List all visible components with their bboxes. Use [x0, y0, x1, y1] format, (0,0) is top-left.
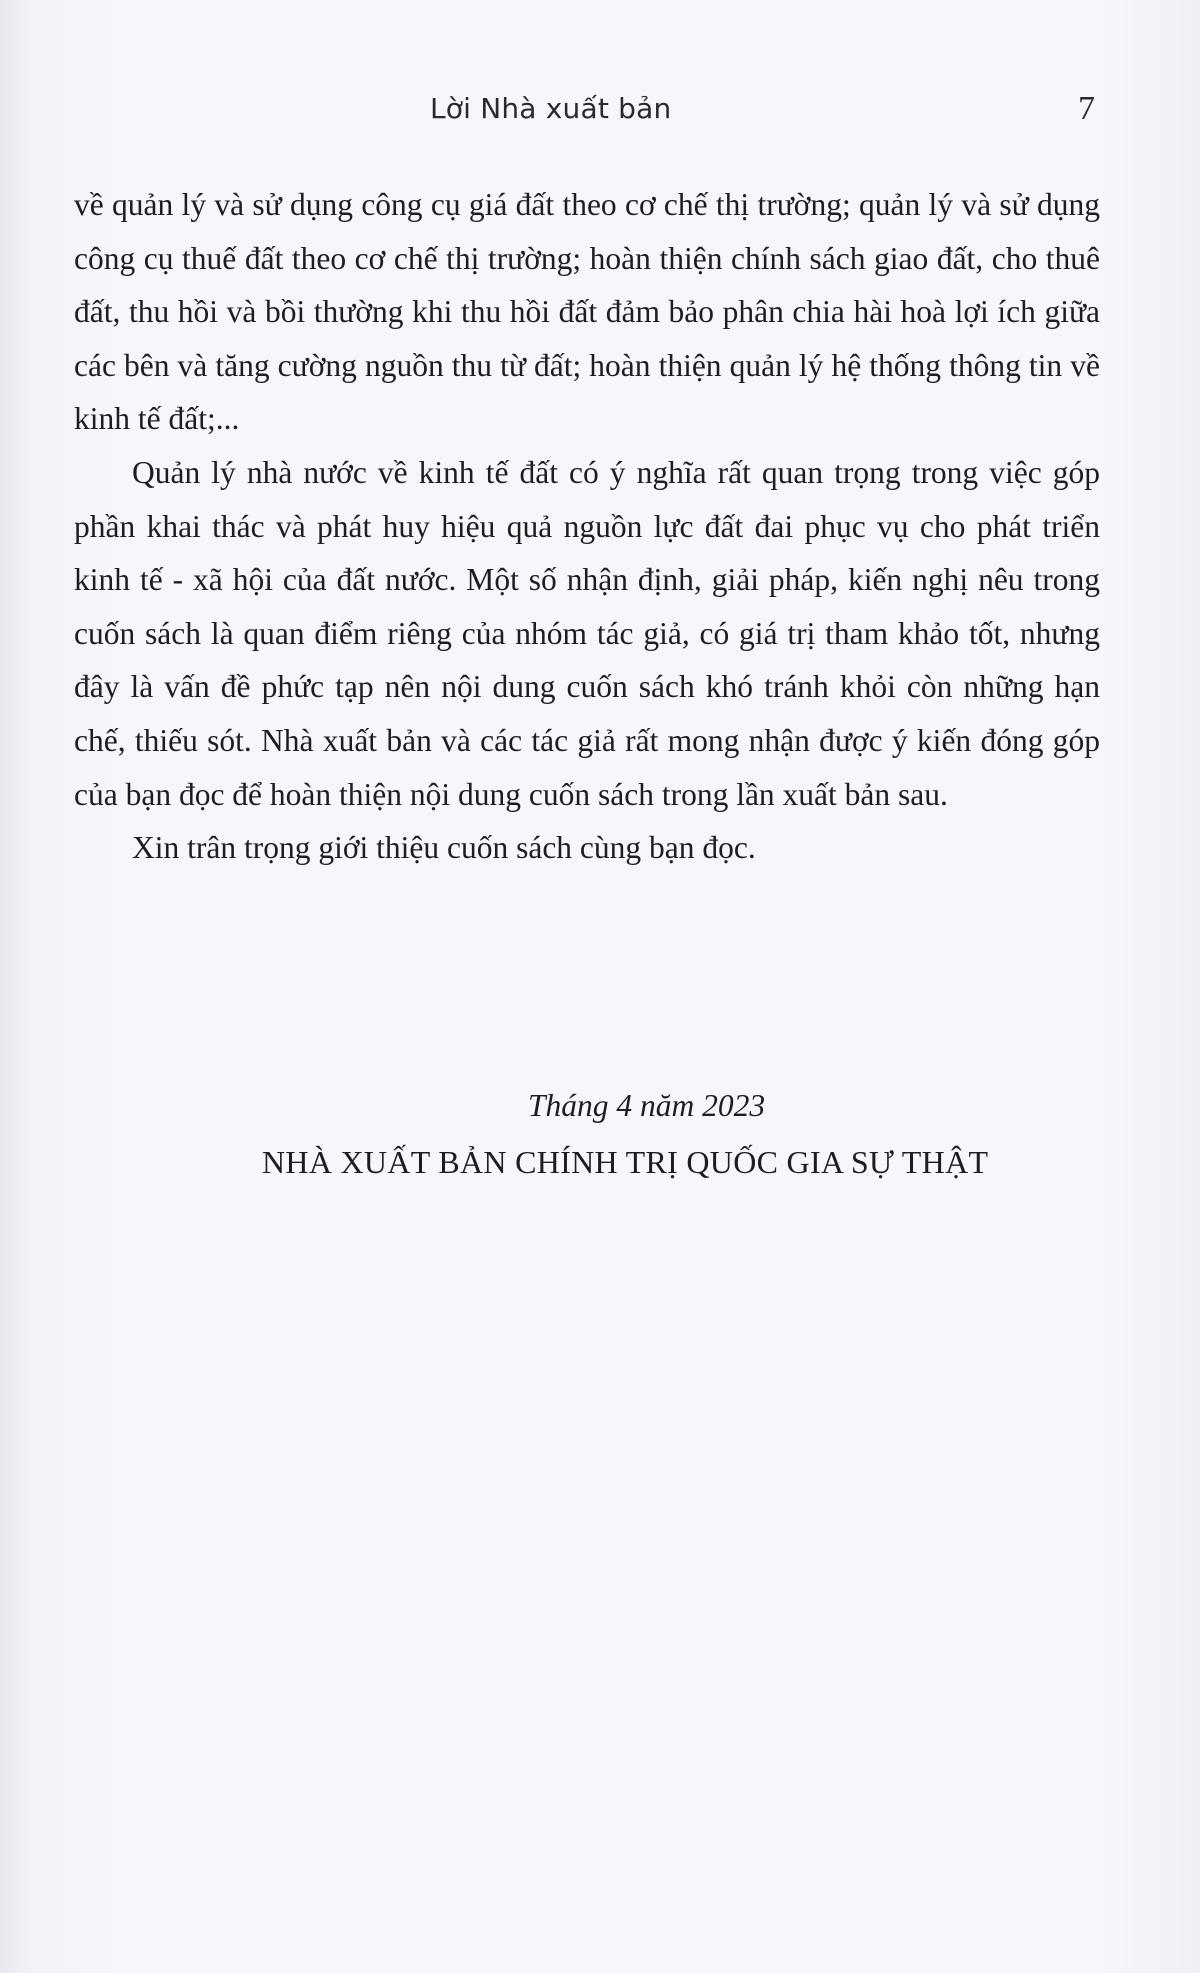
publisher-name: NHÀ XUẤT BẢN CHÍNH TRỊ QUỐC GIA SỰ THẬT	[262, 1144, 989, 1180]
date-line: Tháng 4 năm 2023	[528, 1088, 766, 1123]
paragraph-introduction: Xin trân trọng giới thiệu cuốn sách cùng bạn đọc.	[132, 830, 756, 866]
running-title: Lời Nhà xuất bản	[430, 92, 672, 125]
paragraph-significance: Quản lý nhà nước về kinh tế đất có ý nghĩa rất quan trọng trong việc góp phần khai thác và phát huy hiệu quả nguồn lực đất đai phục vụ cho phát triển kinh tế - xã hội của đất nước. Một số nhận định, giải pháp, kiến nghị nêu trong cuốn sách là quan điểm riêng của nhóm tác giả, có giá trị tham khảo tốt, nhưng đây là vấn đề phức tạp nên nội dung cuốn sách khó tránh khỏi còn những hạn chế, thiếu sót. Nhà xuất bản và các tác giả rất mong nhận được ý kiến đóng góp của bạn đọc để hoàn thiện nội dung cuốn sách trong lần xuất bản sau.	[74, 454, 1100, 812]
page-number: 7	[1078, 90, 1095, 127]
body-text	[74, 178, 1100, 875]
running-header	[0, 92, 1200, 132]
paragraph-continued: về quản lý và sử dụng công cụ giá đất theo cơ chế thị trường; quản lý và sử dụng công cụ thuế đất theo cơ chế thị trường; hoàn thiện chính sách giao đất, cho thuê đất, thu hồi và bồi thường khi thu hồi đất đảm bảo phân chia hài hoà lợi ích giữa các bên và tăng cường nguồn thu từ đất; hoàn thiện quản lý hệ thống thông tin về kinh tế đất;...	[74, 187, 1100, 437]
